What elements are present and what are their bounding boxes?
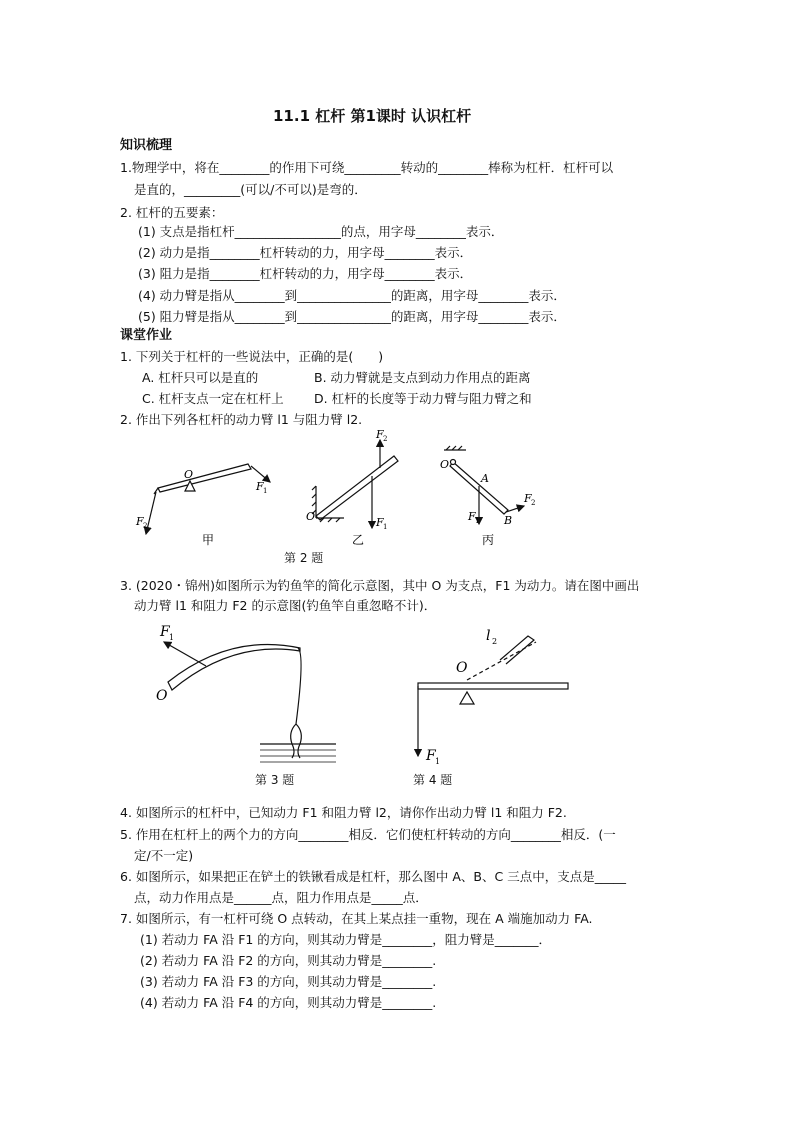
label-l2: l bbox=[486, 628, 491, 644]
section-heading-classwork: 课堂作业 bbox=[120, 328, 173, 343]
label-o: O bbox=[306, 510, 316, 523]
figure-3-fishing-rod bbox=[150, 618, 350, 778]
figure-2-levers bbox=[130, 428, 550, 568]
label-f1: F bbox=[468, 510, 476, 523]
label-f1: F bbox=[376, 516, 384, 529]
label-f1-subscript: 1 bbox=[169, 633, 175, 642]
exercise-7-item: (2) 若动力 FA 沿 F2 的方向，则其动力臂是________. bbox=[140, 953, 437, 968]
question-2-heading: 2. 杠杆的五要素： bbox=[120, 205, 224, 220]
label-f2: F bbox=[376, 428, 384, 441]
caption-bing: 丙 bbox=[482, 533, 495, 547]
label-f2-subscript: 2 bbox=[143, 522, 148, 530]
label-o: O bbox=[456, 660, 468, 676]
exercise-6-line-2: 点，动力作用点是______点，阻力作用点是_____点． bbox=[134, 890, 428, 905]
figure-3-caption: 第 3 题 bbox=[255, 773, 295, 787]
question-1-line-1: 1.物理学中，将在________的作用下可绕_________转动的________棒称为杠杆．杠杆可以 bbox=[120, 160, 614, 175]
exercise-3-line-1: 3. (2020・锦州)如图所示为钓鱼竿的简化示意图，其中 O 为支点，F1 为动力。请在图中画出 bbox=[120, 578, 640, 593]
label-f2-subscript: 2 bbox=[383, 435, 388, 443]
label-f2-subscript: 2 bbox=[531, 499, 536, 507]
exercise-7-item: (4) 若动力 FA 沿 F4 的方向，则其动力臂是________. bbox=[140, 995, 437, 1010]
label-f1: F bbox=[256, 480, 264, 493]
question-2-item: (2) 动力是指________杠杆转动的力，用字母________表示． bbox=[138, 245, 473, 260]
exercise-7-item: (3) 若动力 FA 沿 F3 的方向，则其动力臂是________. bbox=[140, 974, 437, 989]
label-o: O bbox=[156, 688, 168, 704]
lever-yi bbox=[312, 440, 398, 528]
caption-yi: 乙 bbox=[352, 533, 365, 547]
label-f1: F bbox=[426, 748, 436, 764]
figure-4-caption: 第 4 题 bbox=[413, 773, 453, 787]
exercise-6-line-1: 6. 如图所示，如果把正在铲土的铁锹看成是杠杆，那么图中 A、B、C 三点中，支点是_____ bbox=[120, 869, 626, 884]
question-2-item: (1) 支点是指杠杆_________________的点，用字母________表示． bbox=[138, 224, 504, 239]
label-a: A bbox=[481, 472, 489, 485]
label-o: O bbox=[440, 458, 450, 471]
exercise-1-option-c: C. 杠杆支点一定在杠杆上 bbox=[142, 391, 284, 406]
exercise-1-stem: 1. 下列关于杠杆的一些说法中，正确的是( ) bbox=[120, 349, 384, 364]
label-f2: F bbox=[524, 492, 532, 505]
exercise-1-option-b: B. 动力臂就是支点到动力作用点的距离 bbox=[314, 370, 531, 385]
question-2-item: (4) 动力臂是指从________到_______________的距离，用字母________表示． bbox=[138, 288, 566, 303]
exercise-4: 4. 如图所示的杠杆中，已知动力 F1 和阻力臂 l2，请你作出动力臂 l1 和阻力 F2. bbox=[120, 805, 567, 820]
label-f2: F bbox=[136, 515, 144, 528]
exercise-3-line-2: 动力臂 l1 和阻力 F2 的示意图(钓鱼竿自重忽略不计)． bbox=[134, 598, 437, 613]
lever-bing bbox=[444, 446, 524, 524]
exercise-5-line-1: 5. 作用在杠杆上的两个力的方向________相反．它们使杠杆转动的方向________相反．(一 bbox=[120, 827, 616, 842]
label-f1-subscript: 1 bbox=[383, 523, 388, 531]
question-2-item: (3) 阻力是指________杠杆转动的力，用字母________表示． bbox=[138, 266, 473, 281]
lever-jia bbox=[146, 464, 270, 534]
exercise-5-line-2: 定/不一定) bbox=[134, 848, 194, 863]
label-f1-subscript: 1 bbox=[435, 757, 441, 766]
label-l2-subscript: 2 bbox=[492, 637, 498, 646]
exercise-2-stem: 2. 作出下列各杠杆的动力臂 l1 与阻力臂 l2. bbox=[120, 412, 363, 427]
exercise-7-stem: 7. 如图所示，有一杠杆可绕 O 点转动，在其上某点挂一重物，现在 A 端施加动力 FA. bbox=[120, 911, 593, 926]
exercise-1-option-d: D. 杠杆的长度等于动力臂与阻力臂之和 bbox=[314, 391, 532, 406]
label-f1: F bbox=[160, 624, 170, 640]
caption-jia: 甲 bbox=[202, 533, 215, 547]
label-f1-subscript: 1 bbox=[475, 517, 480, 525]
question-2-item: (5) 阻力臂是指从________到_______________的距离，用字母________表示． bbox=[138, 309, 566, 324]
exercise-7-item: (1) 若动力 FA 沿 F1 的方向，则其动力臂是________，阻力臂是_______． bbox=[140, 932, 552, 947]
figure-4-lever bbox=[410, 620, 590, 770]
exercise-1-option-a: A. 杠杆只可以是直的 bbox=[142, 370, 259, 385]
label-o: O bbox=[184, 468, 194, 481]
worksheet-title: 11.1 杠杆 第1课时 认识杠杆 bbox=[273, 107, 472, 125]
label-f1-subscript: 1 bbox=[263, 487, 268, 495]
question-1-line-2: 是直的，_________(可以/不可以)是弯的． bbox=[134, 182, 367, 197]
figure-2-caption: 第 2 题 bbox=[284, 551, 324, 565]
label-b: B bbox=[504, 514, 513, 527]
section-heading-knowledge: 知识梳理 bbox=[120, 138, 173, 153]
